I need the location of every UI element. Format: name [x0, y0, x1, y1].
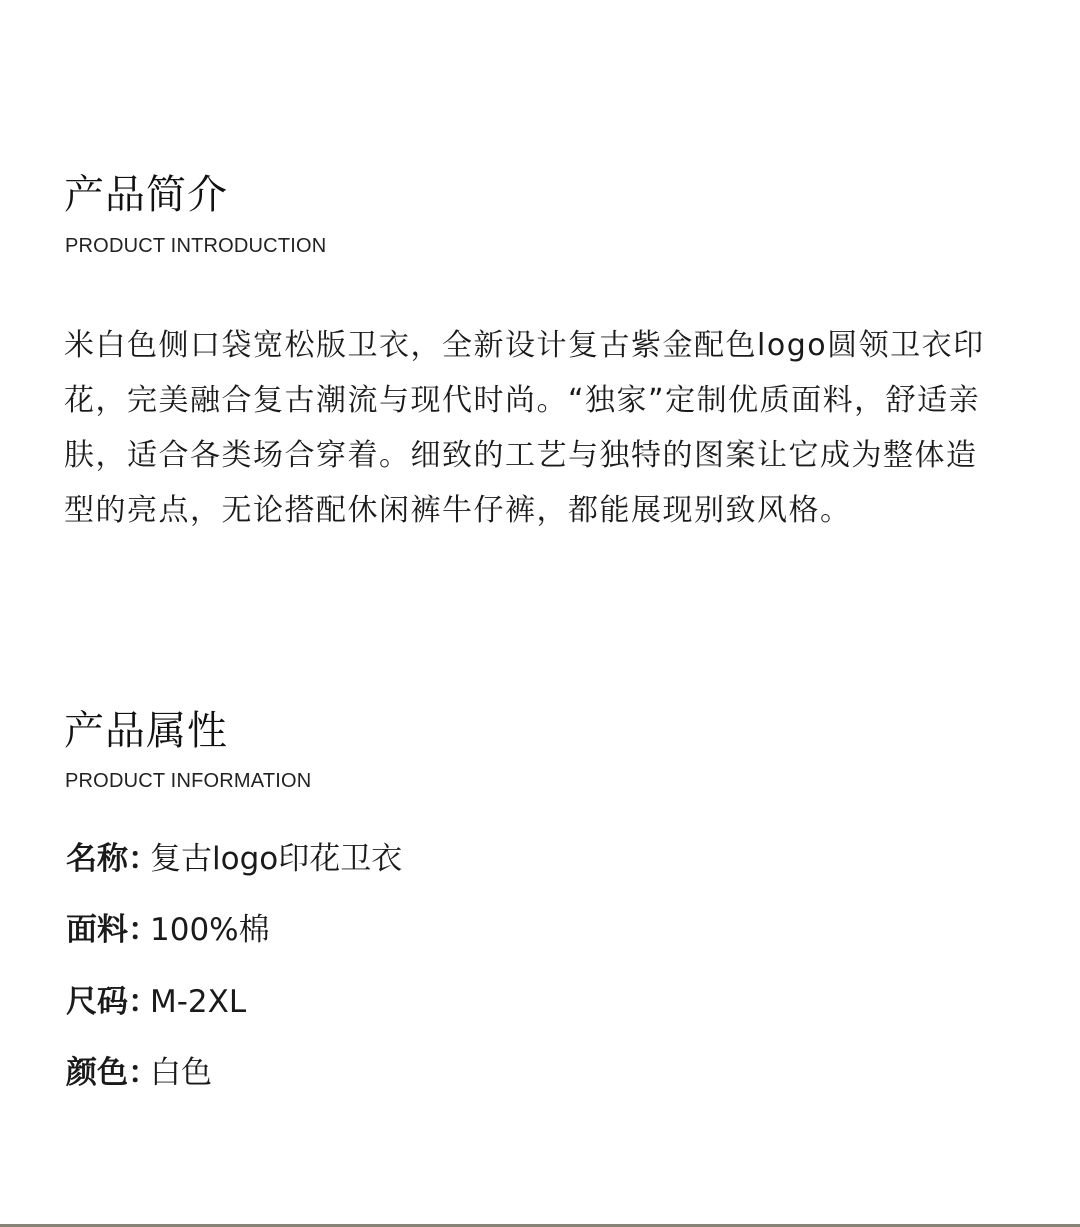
- intro-section-title: 产品简介: [64, 172, 228, 218]
- product-description: 米白色侧口袋宽松版卫衣，全新设计复古紫金配色logo圆领卫衣印花，完美融合复古潮流与现代时尚。“独家”定制优质面料，舒适亲肤，适合各类场合穿着。细致的工艺与独特的图案让它成为整体造型的亮点，无论搭配休闲裤牛仔裤，都能展现别致风格。: [64, 328, 985, 528]
- attribute-separator: ：: [128, 984, 159, 1020]
- attribute-row-color: [66, 1055, 212, 1091]
- attribute-label: 颜色: [66, 1055, 128, 1091]
- attribute-separator: ：: [128, 1055, 159, 1091]
- intro-section-subtitle: PRODUCT INTRODUCTION: [65, 235, 327, 257]
- attribute-value: 白色: [150, 1055, 212, 1091]
- attribute-separator: ：: [128, 912, 159, 948]
- attribute-label: 尺码: [66, 984, 128, 1020]
- attribute-label: 面料: [66, 912, 128, 948]
- attribute-separator: ：: [128, 841, 159, 877]
- attribute-row-name: [66, 841, 403, 877]
- info-section-subtitle: PRODUCT INFORMATION: [65, 770, 312, 792]
- attribute-value: M-2XL: [150, 984, 247, 1020]
- info-section-title: 产品属性: [64, 708, 228, 754]
- attribute-row-size: [66, 984, 247, 1020]
- attribute-value: 100%棉: [150, 912, 270, 948]
- attribute-row-fabric: [66, 912, 270, 948]
- attribute-value: 复古logo印花卫衣: [150, 841, 403, 877]
- attribute-label: 名称: [66, 841, 128, 877]
